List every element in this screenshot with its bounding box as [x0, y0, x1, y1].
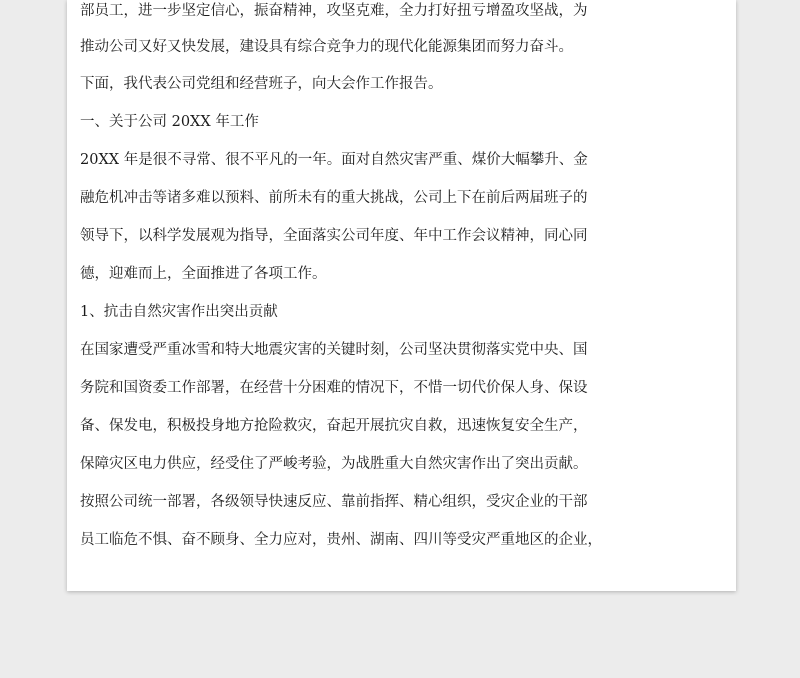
- paragraph-line: 推动公司又好又快发展，建设具有综合竞争力的现代化能源集团而努力奋斗。: [80, 39, 573, 55]
- paragraph-line: 备、保发电，积极投身地方抢险救灾，奋起开展抗灾自救，迅速恢复安全生产，: [80, 418, 588, 434]
- paragraph-line: 按照公司统一部署，各级领导快速反应、靠前指挥、精心组织，受灾企业的干部: [80, 494, 588, 510]
- paragraph-line: 保障灾区电力供应，经受住了严峻考验，为战胜重大自然灾害作出了突出贡献。: [80, 456, 588, 472]
- paragraph-line: 下面，我代表公司党组和经营班子，向大会作工作报告。: [80, 76, 443, 92]
- subsection-heading: 1、抗击自然灾害作出突出贡献: [80, 304, 278, 320]
- paragraph-line: 在国家遭受严重冰雪和特大地震灾害的关键时刻，公司坚决贯彻落实党中央、国: [80, 342, 588, 358]
- paragraph-line: 部员工，进一步坚定信心，振奋精神，攻坚克难，全力打好扭亏增盈攻坚战，为: [80, 3, 588, 19]
- paragraph-line: 员工临危不惧、奋不顾身、全力应对，贵州、湖南、四川等受灾严重地区的企业，: [80, 532, 602, 548]
- paragraph-line: 领导下，以科学发展观为指导，全面落实公司年度、年中工作会议精神，同心同: [80, 228, 588, 244]
- paragraph-line: 德，迎难而上，全面推进了各项工作。: [80, 266, 327, 282]
- paragraph-line: 20XX 年是很不寻常、很不平凡的一年。面对自然灾害严重、煤价大幅攀升、金: [80, 152, 588, 168]
- section-heading: 一、关于公司 20XX 年工作: [80, 114, 259, 130]
- paragraph-line: 务院和国资委工作部署，在经营十分困难的情况下，不惜一切代价保人身、保设: [80, 380, 588, 396]
- paragraph-line: 融危机冲击等诸多难以预料、前所未有的重大挑战，公司上下在前后两届班子的: [80, 190, 588, 206]
